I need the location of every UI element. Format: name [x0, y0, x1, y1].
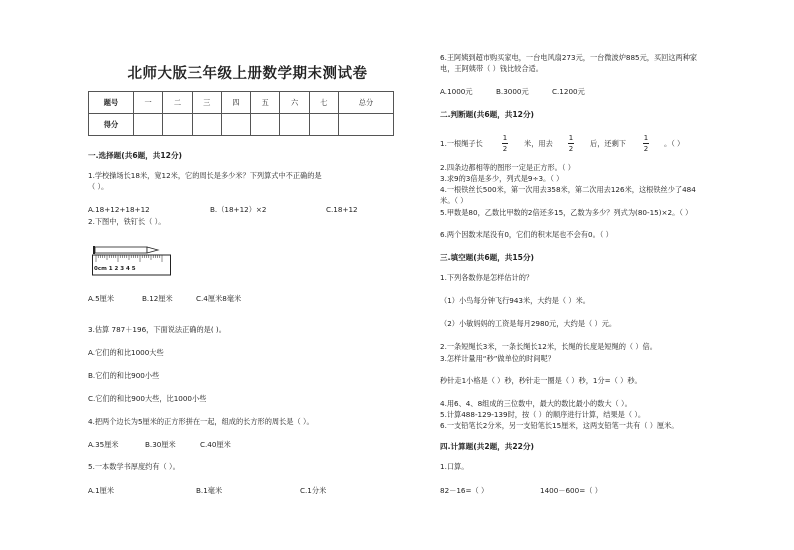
- question-text: 1.一根绳子长: [440, 139, 483, 148]
- option-a: A.1000元: [440, 87, 473, 96]
- score-cell: 总分: [338, 92, 393, 114]
- question-text: 5.甲数是80，乙数比甲数的2倍还多15，乙数为多少？列式为(80-15)×2。（ ）: [440, 208, 693, 217]
- question-text: 5.计算488-129-139时，按（ ）的顺序进行计算，结果是（ ）。: [440, 410, 646, 419]
- score-table: [88, 91, 394, 136]
- question-text: 6.一支铅笔长2分米，另一支铅笔长15厘米，这两支铅笔一共有（ ）厘米。: [440, 421, 679, 430]
- question-text: 秒针走1小格是（ ）秒，秒针走一圈是（ ）秒，1分=（ ）秒。: [440, 376, 642, 385]
- question-text: 2.四条边都相等的图形一定是正方形。（ ）: [440, 163, 575, 172]
- score-cell: 四: [221, 92, 250, 114]
- score-cell: [134, 114, 163, 136]
- question-text: 2.下图中，铁钉长（ ）。: [88, 217, 166, 226]
- option-b: B.30厘米: [145, 440, 176, 449]
- fraction-denominator: 2: [502, 145, 508, 153]
- ruler-nail-image: [92, 246, 172, 276]
- question-text: 。（ ）: [664, 139, 685, 148]
- section-heading-judgement: 二.判断题(共6题，共12分): [440, 110, 535, 119]
- question-text: 米，用去: [524, 139, 553, 148]
- score-cell: 七: [309, 92, 338, 114]
- option-c: C.4厘米8毫米: [196, 294, 242, 303]
- fraction-numerator: 1: [568, 134, 574, 142]
- question-text: （ ）。: [88, 182, 109, 191]
- question-text: 6.王阿姨到超市购买家电，一台电风扇273元，一台微波炉885元，买回这两种家: [440, 53, 698, 62]
- score-cell: 一: [134, 92, 163, 114]
- question-text: 6.两个因数末尾没有0，它们的积末尾也不会有0。（ ）: [440, 230, 613, 239]
- fraction-one-half: [568, 134, 574, 153]
- option-a: A.1厘米: [88, 486, 115, 495]
- option-b: B.1毫米: [196, 486, 223, 495]
- question-text: 电，王阿姨带（ ）钱比较合适。: [440, 64, 543, 73]
- page-title: 北师大版三年级上册数学期末测试卷: [127, 66, 368, 82]
- section-heading-calc: 四.计算题(共2题，共22分): [440, 442, 535, 451]
- score-cell: [251, 114, 280, 136]
- option-a: A.35厘米: [88, 440, 119, 449]
- score-cell: [309, 114, 338, 136]
- option-b: B.（18+12）×2: [210, 205, 267, 214]
- score-cell: 得分: [89, 114, 134, 136]
- fraction-numerator: 1: [502, 134, 508, 142]
- option-c: C.1分米: [300, 486, 327, 495]
- question-text: 4.把两个边长为5厘米的正方形拼在一起，组成的长方形的周长是（ ）。: [88, 417, 314, 426]
- section-heading-fill: 三.填空题(共6题，共15分): [440, 253, 535, 262]
- question-text: 5.一本数学书厚度约有（ ）。: [88, 462, 180, 471]
- fraction-denominator: 2: [643, 145, 649, 153]
- score-cell: 三: [192, 92, 221, 114]
- score-table-header-row: [89, 92, 394, 114]
- option-c: C.它们的和比900大些，比1000小些: [88, 394, 207, 403]
- score-cell: 六: [280, 92, 309, 114]
- question-text: 1.口算。: [440, 462, 469, 471]
- ruler-scale-label: 0cm 1 2 3 4 5: [94, 266, 136, 272]
- score-cell: [280, 114, 309, 136]
- option-a: A.18+12+18+12: [88, 205, 150, 214]
- fraction-numerator: 1: [643, 134, 649, 142]
- fraction-one-half: [643, 134, 649, 153]
- question-text: 米。（ ）: [440, 196, 468, 205]
- question-text: （2）小敏妈妈的工资是每月2980元，大约是（ ）元。: [440, 319, 617, 328]
- option-c: C.1200元: [552, 87, 585, 96]
- question-text: 4.用6、4、8组成的三位数中，最大的数比最小的数大（ ）。: [440, 399, 632, 408]
- question-text: 1.学校操场长18米，宽12米，它的周长是多少米？下列算式中不正确的是: [88, 171, 322, 180]
- question-text: 4.一根铁丝长500米，第一次用去358米，第二次用去126米，这根铁丝少了484: [440, 185, 696, 194]
- calc-item: 82－16=（ ）: [440, 486, 489, 495]
- option-a: A.它们的和比1000大些: [88, 348, 164, 357]
- option-c: C.40厘米: [200, 440, 231, 449]
- question-text: 3.怎样计量用“秒”做单位的时间呢？: [440, 354, 555, 363]
- fraction-one-half: [502, 134, 508, 153]
- question-text: （1）小鸟每分钟飞行943米，大约是（ ）米。: [440, 296, 590, 305]
- fraction-denominator: 2: [568, 145, 574, 153]
- ruler-figure: [92, 246, 172, 276]
- section-heading-choice: 一.选择题(共6题，共12分): [88, 151, 183, 160]
- question-text: 后，还剩下: [590, 139, 626, 148]
- score-cell: 五: [251, 92, 280, 114]
- calc-item: 1400－600=（ ）: [540, 486, 602, 495]
- question-text: 2.一条短绳长3米，一条长绳长12米，长绳的长度是短绳的（ ）倍。: [440, 342, 657, 351]
- option-b: B.3000元: [496, 87, 529, 96]
- option-b: B.12厘米: [142, 294, 173, 303]
- score-cell: [338, 114, 393, 136]
- score-cell: [221, 114, 250, 136]
- score-cell: 二: [163, 92, 192, 114]
- question-text: 3.估算 787＋196，下面说法正确的是( )。: [88, 325, 226, 334]
- score-cell: 题号: [89, 92, 134, 114]
- score-table-score-row: [89, 114, 394, 136]
- score-cell: [163, 114, 192, 136]
- option-b: B.它们的和比900小些: [88, 371, 160, 380]
- question-text: 3.求9的3倍是多少，列式是9÷3。（ ）: [440, 174, 564, 183]
- option-c: C.18+12: [326, 205, 358, 214]
- score-cell: [192, 114, 221, 136]
- option-a: A.5厘米: [88, 294, 115, 303]
- question-text: 1.下列各数你是怎样估计的？: [440, 273, 534, 282]
